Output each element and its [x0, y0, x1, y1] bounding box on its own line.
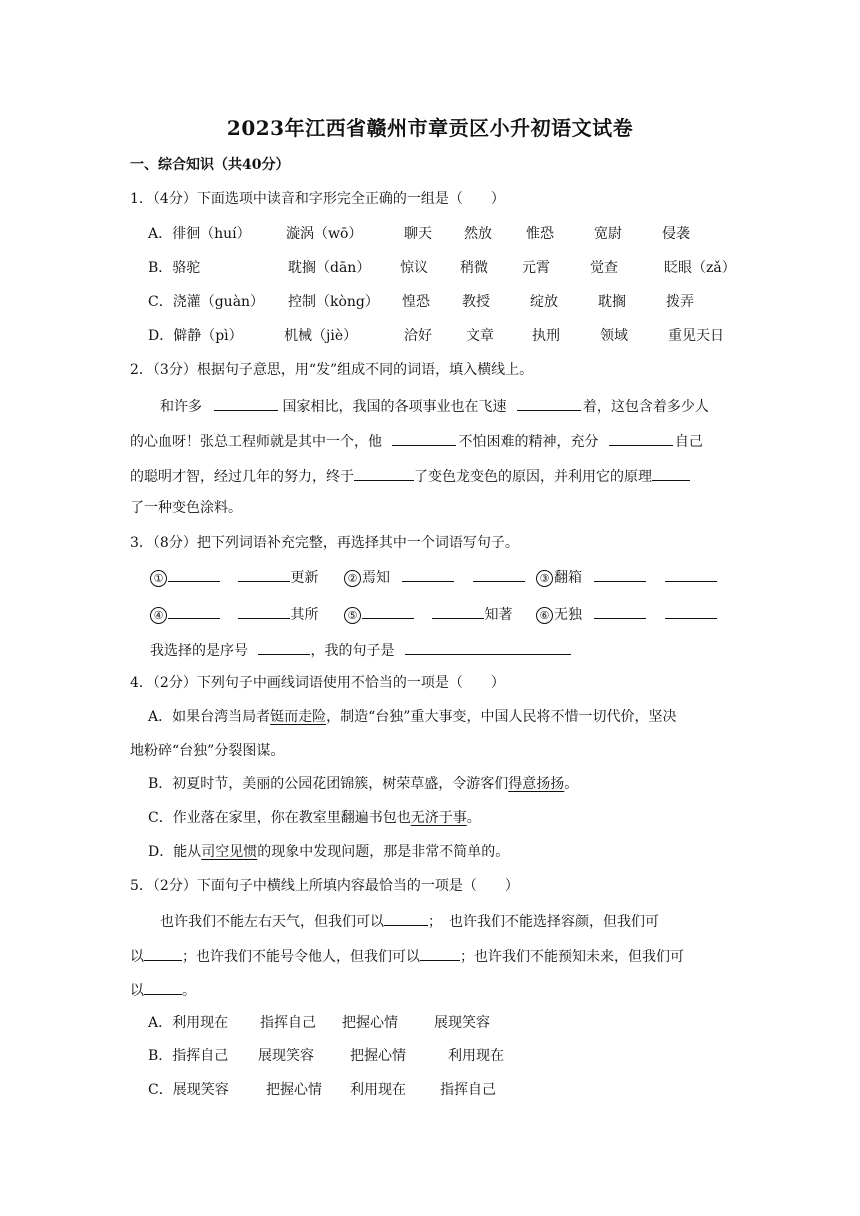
text-run: 我选择的是序号	[150, 643, 248, 659]
number-badge: ③	[536, 570, 553, 587]
question-4-stem: 4．（2分）下列句子中画线词语使用不恰当的一项是（ ）	[130, 675, 505, 691]
fill-blank[interactable]	[665, 566, 717, 582]
exam-title: 2023年江西省赣州市章贡区小升初语文试卷	[226, 116, 634, 140]
underlined-word: 铤而走险	[270, 709, 327, 725]
item-3	[536, 566, 717, 588]
text-run: ，制造“台独”重大事变，中国人民将不惜一切代价，坚决	[326, 709, 677, 725]
underlined-word: 司空见惯	[201, 844, 258, 860]
option-word: 执刑	[532, 328, 560, 344]
fill-blank[interactable]	[609, 430, 673, 446]
option-word: 漩涡（wō）	[286, 226, 363, 242]
option-word: C．展现笑容	[148, 1082, 229, 1098]
fill-blank[interactable]	[652, 465, 690, 481]
question-2-paragraph-line-1	[160, 395, 709, 417]
option-word: 拨弄	[666, 294, 694, 310]
question-2-paragraph-line-2	[130, 430, 703, 452]
text-run: 以	[130, 983, 144, 999]
text-run: 的心血呀！张总工程师就是其中一个，他	[130, 434, 382, 450]
question-4-option-a-continued: 地粉碎“台独”分裂图谋。	[130, 743, 285, 759]
option-word: D．僻静（pì）	[148, 328, 243, 344]
fill-blank[interactable]	[168, 566, 220, 582]
option-word: 惟恐	[526, 226, 554, 242]
question-4-option-b	[148, 774, 578, 794]
text-run: C．作业落在家里，你在教室里翻遍书包也	[148, 810, 411, 826]
fill-blank[interactable]	[473, 566, 525, 582]
text-run: 不怕困难的精神，充分	[458, 434, 599, 450]
option-word: 惊议	[400, 260, 428, 276]
text-run: ；也许我们不能预知未来，但我们可	[460, 949, 684, 965]
option-word: C．浇灌（guàn）	[148, 294, 265, 310]
given-word: 其所	[290, 607, 319, 623]
question-1-stem: 1．（4分）下面选项中读音和字形完全正确的一组是（ ）	[130, 191, 505, 207]
option-word: 控制（kòng）	[288, 294, 379, 310]
number-badge: ④	[150, 607, 167, 624]
option-word: 耽搁	[598, 294, 626, 310]
fill-blank[interactable]	[238, 603, 290, 619]
underlined-word: 得意扬扬	[508, 776, 565, 792]
option-word: 侵袭	[662, 226, 690, 242]
option-word: 耽搁（dān）	[288, 260, 371, 276]
underlined-word: 无济于事	[410, 810, 467, 826]
text-run: 国家相比，我国的各项事业也在飞速	[282, 399, 507, 415]
fill-blank[interactable]	[432, 603, 484, 619]
option-word: A．徘徊（huí）	[148, 226, 251, 242]
item-5	[344, 603, 512, 625]
option-word: 把握心情	[266, 1082, 322, 1098]
option-word: 眨眼（zǎ）	[664, 260, 736, 276]
fill-blank[interactable]	[258, 639, 310, 655]
text-run: 也许我们不能左右天气，但我们可以	[160, 914, 384, 930]
fill-blank[interactable]	[238, 566, 290, 582]
option-word: A．利用现在	[148, 1015, 229, 1031]
text-run: ；也许我们不能号令他人，但我们可以	[182, 949, 420, 965]
question-5-stem: 5．（2分）下面句子中横线上所填内容最恰当的一项是（ ）	[130, 878, 519, 894]
given-word: 知著	[484, 607, 513, 623]
question-2-paragraph-line-3	[130, 465, 690, 487]
question-4-option-d	[148, 842, 509, 862]
fill-blank[interactable]	[594, 566, 646, 582]
option-word: 然放	[464, 226, 492, 242]
text-run: 的现象中发现问题，那是非常不简单的。	[257, 844, 510, 860]
option-word: 聊天	[404, 226, 432, 242]
text-run: D．能从	[148, 844, 202, 860]
option-word: B．指挥自己	[148, 1048, 229, 1064]
text-run: 。	[182, 983, 196, 999]
question-2-stem: 2．（3分）根据句子意思，用“发”组成不同的词语，填入横线上。	[130, 362, 534, 378]
fill-blank[interactable]	[402, 566, 454, 582]
text-run: 。	[466, 810, 481, 826]
item-6	[536, 603, 717, 625]
option-word: 展现笑容	[434, 1015, 490, 1031]
question-3-stem: 3．（8分）把下列词语补充完整，再选择其中一个词语写句子。	[130, 535, 519, 551]
option-word: 指挥自己	[440, 1082, 496, 1098]
number-badge: ①	[150, 570, 167, 587]
given-word: 翻箱	[554, 570, 582, 586]
text-run: 着，这包含着多少人	[582, 399, 709, 415]
number-badge: ②	[344, 570, 361, 587]
question-5-paragraph-line-3	[130, 979, 196, 1001]
fill-blank[interactable]	[392, 430, 456, 446]
given-word: 更新	[290, 570, 319, 586]
option-word: 利用现在	[448, 1048, 504, 1064]
fill-blank[interactable]	[594, 603, 646, 619]
fill-blank[interactable]	[354, 465, 414, 481]
text-run: 和许多	[160, 399, 202, 415]
text-run: 了变色龙变色的原因，并利用它的原理	[414, 469, 652, 485]
fill-blank[interactable]	[665, 603, 717, 619]
option-word: 元霄	[522, 260, 550, 276]
number-badge: ⑥	[536, 607, 553, 624]
option-word: 觉查	[590, 260, 618, 276]
text-run: 以	[130, 949, 144, 965]
option-word: 宽尉	[594, 226, 622, 242]
fill-blank[interactable]	[168, 603, 220, 619]
option-word: 利用现在	[350, 1082, 406, 1098]
fill-blank[interactable]	[144, 945, 182, 961]
question-5-paragraph-line-1	[160, 910, 659, 932]
option-word: 重见天日	[668, 328, 724, 344]
item-4	[150, 603, 318, 625]
given-word: 焉知	[362, 570, 390, 586]
fill-blank[interactable]	[517, 395, 581, 411]
given-word: 无独	[554, 607, 582, 623]
text-run: ，我的句子是	[310, 643, 395, 659]
option-word: 惶恐	[402, 294, 430, 310]
fill-blank[interactable]	[405, 639, 571, 655]
question-3-choice-line	[150, 639, 571, 661]
option-word: 教授	[462, 294, 490, 310]
question-4-option-c	[148, 808, 481, 828]
text-run: ； 也许我们不能选择容颜，但我们可	[428, 914, 659, 930]
option-word: 洽好	[404, 328, 432, 344]
text-run: A．如果台湾当局者	[148, 709, 271, 725]
fill-blank[interactable]	[362, 603, 414, 619]
number-badge: ⑤	[344, 607, 361, 624]
text-run: 自己	[674, 434, 703, 450]
option-word: B．骆驼	[148, 260, 201, 276]
text-run: 。	[564, 776, 579, 792]
fill-blank[interactable]	[214, 395, 278, 411]
option-word: 领域	[600, 328, 628, 344]
question-2-paragraph-line-4: 了一种变色涂料。	[130, 500, 242, 516]
option-word: 机械（jiè）	[284, 328, 358, 344]
item-1	[150, 566, 318, 588]
text-run: B．初夏时节，美丽的公园花团锦簇，树荣草盛，令游客们	[148, 776, 509, 792]
fill-blank[interactable]	[144, 979, 182, 995]
text-run: 的聪明才智，经过几年的努力，终于	[130, 469, 354, 485]
option-word: 绽放	[530, 294, 558, 310]
question-5-paragraph-line-2	[130, 945, 684, 967]
question-4-option-a	[148, 707, 676, 727]
option-word: 指挥自己	[260, 1015, 316, 1031]
fill-blank[interactable]	[384, 910, 428, 926]
fill-blank[interactable]	[420, 945, 460, 961]
item-2	[344, 566, 525, 588]
option-word: 展现笑容	[258, 1048, 314, 1064]
section-heading: 一、综合知识（共40分）	[130, 157, 290, 173]
option-word: 文章	[466, 328, 494, 344]
option-word: 把握心情	[342, 1015, 398, 1031]
option-word: 把握心情	[350, 1048, 406, 1064]
option-word: 稍微	[460, 260, 488, 276]
